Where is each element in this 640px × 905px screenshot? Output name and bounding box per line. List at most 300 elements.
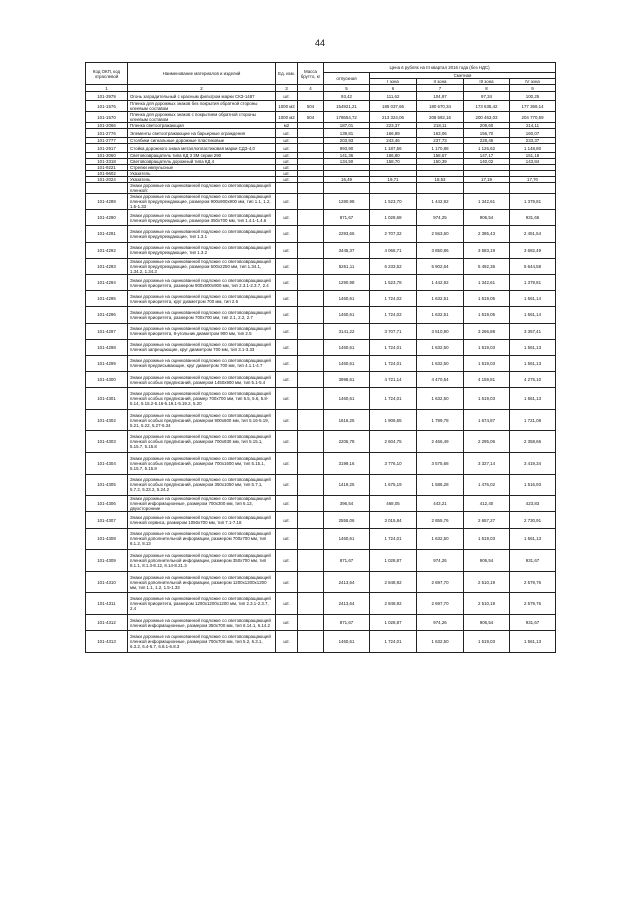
row-zone-3-price: 906,54 [464,550,510,572]
table-row [86,291,556,307]
row-zone-1-price: 166,89 [370,129,417,138]
row-code: 101-4309 [86,550,128,572]
row-mass [298,528,324,550]
row-zone-2-price: 158,67 [417,153,464,159]
row-release-price: 3998,61 [324,372,370,388]
row-name: Знаки дорожные на оцинкованной подложке со световозвращающей пленкой информационные, размером 700х300 мм, тип 6.13, двухсторонние [128,496,276,512]
row-code: 101-4312 [86,614,128,630]
row-code: 101-2024 [86,177,128,183]
row-code: 101-4311 [86,593,128,615]
row-release-price: 871,67 [324,614,370,630]
row-release-price: 141,36 [324,153,370,159]
row-code: 101-4302 [86,409,128,431]
row-unit: шт. [276,144,298,153]
row-zone-2-price: 2 697,70 [417,571,464,593]
row-zone-3-price: 2 385,43 [464,226,510,242]
table-row [86,112,556,123]
row-zone-1-price [370,183,417,194]
row-mass: 504 [298,112,324,123]
row-name: Знаки дорожные на оцинкованной подложке со световозвращающей пленкой приоритета, размером 1200х1200х1200 мм, тип 2.3.1-2.3.7, 2.4 [128,593,276,615]
row-zone-2-price: 2 855,76 [417,512,464,528]
table-row [86,144,556,153]
row-zone-3-price: 1 519,03 [464,388,510,410]
row-release-price: 3199,16 [324,453,370,475]
row-mass [298,372,324,388]
row-zone-1-price: 2 604,75 [370,431,417,453]
row-code: 101-4300 [86,372,128,388]
row-zone-3-price: 3 266,88 [464,323,510,339]
table-row [86,593,556,615]
row-code: 101-4303 [86,431,128,453]
row-zone-1-price: 2 848,92 [370,571,417,593]
row-zone-1-price: 1 028,87 [370,614,417,630]
row-zone-4-price: 160,07 [510,129,556,138]
row-mass: 504 [298,101,324,112]
row-zone-3-price: 5 492,36 [464,258,510,274]
row-zone-2-price: 1 442,92 [417,274,464,290]
header-code: Код ОКП, код отраслевой [86,63,128,85]
row-code: 101-4301 [86,388,128,410]
row-release-price: 3445,37 [324,242,370,258]
row-zone-3-price: 1 519,03 [464,528,510,550]
header-name: Наименование материалов и изделий [128,63,276,85]
row-zone-4-price: 3 357,41 [510,323,556,339]
row-code: 101-4310 [86,571,128,593]
row-zone-3-price: 3 327,14 [464,453,510,475]
row-zone-1-price: 213 324,06 [370,112,417,123]
row-code: 101-9602 [86,171,128,177]
row-unit: шт. [276,171,298,177]
row-zone-4-price: 2 579,76 [510,593,556,615]
row-name: Знаки дорожные на оцинкованной подложке со световозвращающей пленкой особых предписаний, размер 700х700 мм, тип 5.5, 5.6, 5.8-5.14, 5.15.2-5.16-5.19.1-5.19.2, 5.20 [128,388,276,410]
row-unit: шт. [276,177,298,183]
row-mass [298,593,324,615]
row-zone-1-price: 158,70 [370,159,417,165]
row-release-price: 93,42 [324,92,370,101]
row-zone-1-price: 4 066,71 [370,242,417,258]
row-zone-3-price: 1 674,87 [464,409,510,431]
row-release-price: 2293,66 [324,226,370,242]
row-code: 101-2776 [86,129,128,138]
row-release-price: 154921,21 [324,101,370,112]
col-number: 3 [276,85,298,92]
row-zone-1-price: 1 724,01 [370,528,417,550]
row-name: Знаки дорожные на оцинкованной подложке со световозвращающей пленкой особых предписаний, размером 900х600 мм, тип 5.16-5.19, 5.21, 5.22, 5.27-5.34 [128,409,276,431]
row-mass [298,210,324,226]
col-number: 6 [370,85,417,92]
row-unit: шт. [276,496,298,512]
row-zone-1-price: 3 776,10 [370,453,417,475]
row-release-price [324,183,370,194]
row-zone-2-price: 1 170,88 [417,144,464,153]
row-zone-3-price: 1 476,02 [464,474,510,496]
table-row [86,431,556,453]
row-unit: шт. [276,528,298,550]
row-code: 101-2777 [86,138,128,144]
row-release-price: 871,67 [324,210,370,226]
row-release-price: 1460,61 [324,355,370,371]
row-zone-3-price: 1 342,61 [464,194,510,210]
row-zone-1-price: 185 037,66 [370,101,417,112]
row-zone-4-price: 4 275,10 [510,372,556,388]
row-zone-2-price: 2 466,49 [417,431,464,453]
table-row [86,355,556,371]
row-mass [298,194,324,210]
col-number: 2 [128,85,276,92]
row-unit: шт. [276,307,298,323]
row-zone-4-price: 233,37 [510,138,556,144]
row-release-price: 1460,61 [324,339,370,355]
row-unit: шт. [276,92,298,101]
row-zone-1-price: 1 523,78 [370,274,417,290]
row-unit: шт. [276,138,298,144]
row-unit: шт. [276,339,298,355]
row-zone-2-price: 1 632,51 [417,291,464,307]
header-zone-2: II зона [417,79,464,85]
row-zone-1-price: 1 675,19 [370,474,417,496]
row-zone-3-price: 140,02 [464,159,510,165]
row-mass [298,339,324,355]
row-zone-2-price: 1 632,50 [417,339,464,355]
row-unit: шт. [276,550,298,572]
row-name: Знаки дорожные на оцинкованной подложке со световозвращающей пленкой дополнительной информации, размером 350х700 мм, тип 8.1.1, 8.1.3-8.12, 8.14-8.21.3 [128,550,276,572]
row-zone-2-price: 3 575,68 [417,453,464,475]
row-release-price: 187,01 [324,123,370,129]
row-code: 101-4304 [86,453,128,475]
row-mass [298,496,324,512]
row-code: 101-4313 [86,631,128,653]
row-zone-4-price: 2 358,66 [510,431,556,453]
row-name: Знаки дорожные на оцинкованной подложке со световозвращающей пленкой приоритета, размером 900х900х900 мм, тип 2.3.1-2.3.7, 2.4 [128,274,276,290]
row-zone-3-price: 147,17 [464,153,510,159]
row-mass [298,242,324,258]
header-price-group: Цена в рублях на III квартал 2016 года (без НДС) [324,63,556,73]
row-release-price: 2413,64 [324,593,370,615]
row-zone-1-price: 1 187,56 [370,144,417,153]
row-code: 101-4299 [86,355,128,371]
row-zone-4-price: 1 561,14 [510,307,556,323]
row-zone-1-price: 243,46 [370,138,417,144]
row-unit: шт. [276,258,298,274]
row-zone-2-price: 1 632,50 [417,355,464,371]
row-zone-3-price: 1 126,62 [464,144,510,153]
row-zone-2-price: 1 586,28 [417,474,464,496]
row-name: Световозвращатель типа КД 3 3М серии 290 [128,153,276,159]
row-release-price: 178654,72 [324,112,370,123]
row-name: Пленка для дорожных знаков с покрытием обратной стороны клеевым составом [128,112,276,123]
row-zone-3-price: 906,54 [464,614,510,630]
row-mass [298,129,324,138]
row-zone-4-price: 1 561,14 [510,291,556,307]
row-zone-2-price: 974,26 [417,550,464,572]
row-unit: шт. [276,593,298,615]
row-code: 101-4297 [86,323,128,339]
row-release-price: 1460,61 [324,291,370,307]
row-zone-4-price: 1 148,80 [510,144,556,153]
table-row [86,226,556,242]
row-zone-1-price: 1 028,68 [370,210,417,226]
header-zone-1: I зона [370,79,417,85]
row-zone-4-price: 931,66 [510,210,556,226]
row-release-price: 1460,61 [324,388,370,410]
row-name: Стрелки импульсные [128,165,276,171]
row-name: Столбики сигнальные дорожные пластиковые [128,138,276,144]
row-unit: шт. [276,291,298,307]
row-zone-1-price: 1 523,70 [370,194,417,210]
row-mass [298,453,324,475]
row-zone-4-price: 1 379,81 [510,194,556,210]
table-row [86,474,556,496]
table-row [86,183,556,194]
row-name: Знаки дорожные на оцинкованной подложке со световозвращающей пленкой предупреждающие, размером 900х900х900 мм, тип 1.1, 1.2, 1.5-1.33 [128,194,276,210]
col-number: 7 [417,85,464,92]
row-code: 101-4298 [86,339,128,355]
row-name: Знаки дорожные на оцинкованной подложке со световозвращающей пленкой особых предписаний, размером 1450х900 мм, тип 5.1-5.4 [128,372,276,388]
col-number: 9 [510,85,556,92]
row-zone-4-price: 2 451,54 [510,226,556,242]
row-name: Знаки дорожные на оцинкованной подложке со световозвращающей пленкой приоритета, круг диаметром 700 мм, тип 2.6 [128,291,276,307]
row-zone-2-price: 5 902,64 [417,258,464,274]
row-zone-2-price: 2 697,70 [417,593,464,615]
row-zone-1-price: 223,37 [370,123,417,129]
row-zone-3-price: 228,46 [464,138,510,144]
row-unit: шт. [276,129,298,138]
row-name: Знаки дорожные на оцинкованной подложке со световозвращающей пленкой предупреждающие, размером 500х2250 мм, тип 1.34.1, 1.34.2, 1.34.3 [128,258,276,274]
row-zone-1-price: 1 724,01 [370,339,417,355]
row-zone-4-price: 1 379,81 [510,274,556,290]
row-mass [298,144,324,153]
row-zone-2-price: 2 563,60 [417,226,464,242]
row-zone-2-price: 1 632,50 [417,388,464,410]
row-unit: шт. [276,323,298,339]
row-zone-1-price: 1 028,87 [370,550,417,572]
row-zone-2-price: 163,06 [417,129,464,138]
row-zone-3-price: 412,40 [464,496,510,512]
row-zone-1-price: 1 724,01 [370,355,417,371]
row-name: Знаки дорожные на оцинкованной подложке со световозвращающей пленкой информационные, размером 700х700 мм, тип 5.2, 6.3.1, 6.3.2, 6.4-6.7, 6.8.1-6.8.3 [128,631,276,653]
row-zone-2-price: 4 470,54 [417,372,464,388]
row-release-price: 134,50 [324,159,370,165]
row-unit: 1000 м2 [276,112,298,123]
row-zone-4-price: 2 730,91 [510,512,556,528]
row-zone-3-price: 173 635,42 [464,101,510,112]
row-name: Знаки дорожные на оцинкованной подложке со световозвращающей пленкой дополнительной информации, размером 1200х1200х1200 мм, тип 1.1, 1.2, 1.5-1.33 [128,571,276,593]
row-release-price: 16,49 [324,177,370,183]
table-row [86,194,556,210]
row-zone-4-price: 143,84 [510,159,556,165]
row-unit: шт. [276,274,298,290]
table-body [86,92,556,653]
row-code [86,183,128,194]
row-code: 101-1576 [86,101,128,112]
col-number: 8 [464,85,510,92]
row-zone-3-price: 1 342,61 [464,274,510,290]
row-unit: шт. [276,159,298,165]
row-name: Знаки дорожные на оцинкованной подложке со световозвращающей пленкой предупреждающие, тип 1.3.2 [128,242,276,258]
row-name: Указатель [128,177,276,183]
row-name: Знаки дорожные на оцинкованной подложке со световозвращающей пленкой особых предписаний, размером 350х1050 мм, тип 5.7.1, 5.7.2, 5.23.2, 5.24.2 [128,474,276,496]
row-zone-3-price: 1 519,05 [464,291,510,307]
table-row [86,242,556,258]
row-zone-3-price [464,183,510,194]
header-mass: Масса брутто, кг [298,63,324,85]
row-mass [298,388,324,410]
row-release-price: 1290,98 [324,274,370,290]
table-row [86,528,556,550]
row-mass [298,307,324,323]
row-unit: шт. [276,355,298,371]
row-zone-4-price: 931,67 [510,614,556,630]
row-code: 101-2917 [86,144,128,153]
row-name: Знаки дорожные на оцинкованной подложке со световозвращающей пленкой предупреждающие, тип 1.3.1 [128,226,276,242]
table-row [86,496,556,512]
row-unit: шт. [276,372,298,388]
table-row [86,388,556,410]
row-release-price: 2206,78 [324,431,370,453]
row-unit: шт. [276,614,298,630]
row-zone-1-price: 111,62 [370,92,417,101]
row-zone-1-price: 1 724,02 [370,291,417,307]
row-unit: шт. [276,226,298,242]
row-zone-3-price: 200 463,03 [464,112,510,123]
row-zone-1-price: 468,05 [370,496,417,512]
table-row [86,550,556,572]
row-zone-2-price: 237,73 [417,138,464,144]
row-zone-3-price: 2 510,19 [464,571,510,593]
row-unit: шт. [276,409,298,431]
row-release-price: 1616,25 [324,409,370,431]
table-row [86,409,556,431]
row-unit [276,183,298,194]
row-zone-2-price: 1 632,51 [417,307,464,323]
row-unit: шт. [276,165,298,171]
row-code: 101-4295 [86,291,128,307]
row-zone-2-price: 1 632,50 [417,528,464,550]
row-zone-3-price: 1 519,03 [464,339,510,355]
row-zone-1-price: 6 233,52 [370,258,417,274]
row-mass [298,550,324,572]
row-name: Стойка дорожного знака металлопластиковая марки СДЗ-4,0 [128,144,276,153]
row-zone-1-price: 3 015,84 [370,512,417,528]
row-zone-4-price: 1 561,13 [510,631,556,653]
row-release-price: 2555,06 [324,512,370,528]
row-zone-2-price: 180 670,34 [417,101,464,112]
row-name: Световозвращатель дорожный типа КД 4 [128,159,276,165]
row-zone-3-price: 2 657,27 [464,512,510,528]
row-mass [298,323,324,339]
row-zone-4-price: 5 644,58 [510,258,556,274]
row-mass [298,226,324,242]
row-code: 101-1570 [86,112,128,123]
row-zone-2-price: 150,39 [417,159,464,165]
row-mass [298,183,324,194]
table-row [86,571,556,593]
row-mass [298,431,324,453]
row-name: Знаки дорожные на оцинкованной подложке со световозвращающей пленкой предписывающие, круг диаметром 700 мм, тип 4.1.1-4.7 [128,355,276,371]
row-zone-3-price: 3 583,19 [464,242,510,258]
row-mass [298,512,324,528]
row-zone-1-price: 3 707,71 [370,323,417,339]
row-code: 101-4291 [86,226,128,242]
row-unit: шт. [276,431,298,453]
row-zone-2-price: 104,97 [417,92,464,101]
row-code: 101-4308 [86,528,128,550]
header-zone-3: III зона [464,79,510,85]
row-zone-3-price: 2 510,19 [464,593,510,615]
row-zone-3-price: 209,60 [464,123,510,129]
row-zone-4-price: 1 516,93 [510,474,556,496]
row-zone-1-price: 4 721,14 [370,372,417,388]
row-zone-2-price: 1 799,78 [417,409,464,431]
row-mass [298,355,324,371]
table-row [86,614,556,630]
row-code: 101-4307 [86,512,128,528]
row-code: 101-4289 [86,194,128,210]
row-code: 101-3060 [86,153,128,159]
row-name: Знаки дорожные на оцинкованной подложке со световозвращающей пленкой предупреждающие, размером 350х700 мм, тип 1.4.1-1.4.6 [128,210,276,226]
row-unit: шт. [276,512,298,528]
row-name: Знаки дорожные на оцинкованной подложке со световозвращающей пленкой запрещающие, круг диаметром 700 мм, тип 3.1-3.33 [128,339,276,355]
table-row [86,323,556,339]
row-release-price: 993,90 [324,144,370,153]
page-number: 44 [314,38,325,48]
table-row [86,512,556,528]
row-zone-1-price: 2 848,92 [370,593,417,615]
row-unit: шт. [276,571,298,593]
row-zone-4-price: 1 561,13 [510,388,556,410]
row-mass [298,274,324,290]
row-zone-3-price: 156,70 [464,129,510,138]
row-code: 101-4290 [86,210,128,226]
row-mass [298,631,324,653]
row-zone-2-price: 218,11 [417,123,464,129]
row-name: Знаки дорожные на оцинкованной подложке со световозвращающей пленкой информационные, размером 350х700 мм, тип 6.14.1, 6.14.2 [128,614,276,630]
table-row [86,129,556,138]
row-zone-2-price: 974,26 [417,614,464,630]
row-zone-4-price: 1 561,13 [510,339,556,355]
row-zone-2-price: 3 510,90 [417,323,464,339]
row-zone-3-price: 2 295,06 [464,431,510,453]
row-mass [298,258,324,274]
row-zone-4-price: 3 682,49 [510,242,556,258]
row-zone-2-price: 208 592,16 [417,112,464,123]
row-zone-1-price: 1 724,01 [370,631,417,653]
header-estimated: Сметная [370,73,556,79]
row-release-price: 1460,61 [324,631,370,653]
table-row [86,274,556,290]
row-zone-4-price: 931,67 [510,550,556,572]
row-release-price: 2413,64 [324,571,370,593]
row-code: 101-4296 [86,307,128,323]
row-code: 101-3318 [86,159,128,165]
row-release-price: 203,93 [324,138,370,144]
row-code: 101-4292 [86,242,128,258]
row-zone-3-price: 906,54 [464,210,510,226]
row-mass [298,474,324,496]
row-code: 101-4306 [86,496,128,512]
row-code: 101-2066 [86,123,128,129]
table-row [86,101,556,112]
row-zone-2-price: 18,53 [417,177,464,183]
row-unit: шт. [276,631,298,653]
row-release-price: 1419,25 [324,474,370,496]
row-zone-4-price: 100,25 [510,92,556,101]
row-zone-1-price: 1 724,02 [370,307,417,323]
row-zone-3-price: 17,19 [464,177,510,183]
row-unit: шт. [276,210,298,226]
row-zone-3-price: 4 159,81 [464,372,510,388]
col-number: 5 [324,85,370,92]
